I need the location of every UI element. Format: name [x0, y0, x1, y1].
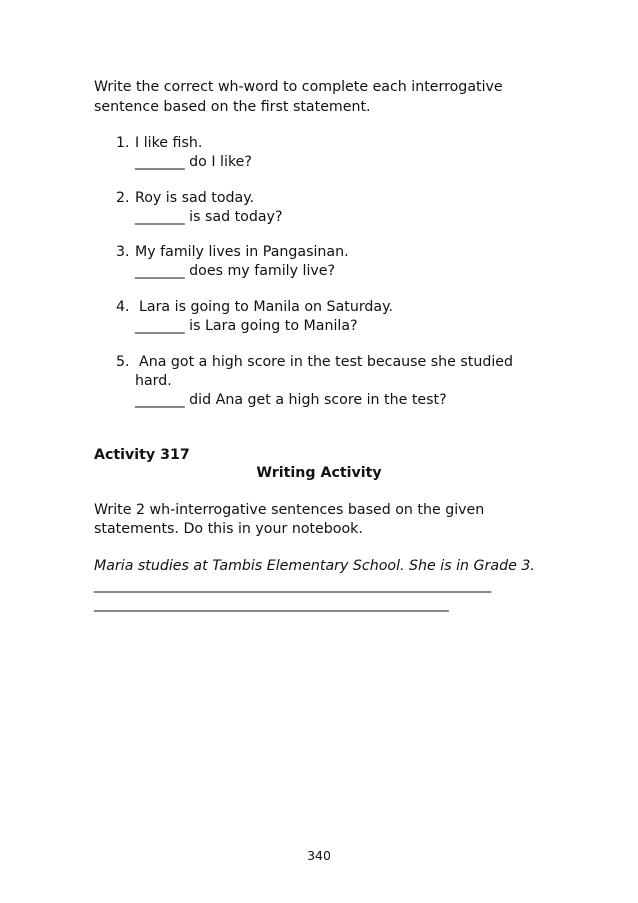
item-statement: Ana got a high score in the test because she studied — [139, 354, 514, 370]
item-number: 2. — [116, 190, 130, 206]
answer-line: ________________________________________________________ — [94, 577, 492, 593]
item-number: 1. — [116, 135, 130, 151]
activity-title: Writing Activity — [256, 465, 382, 481]
item-statement: I like fish. — [135, 135, 203, 151]
page-number: 340 — [307, 848, 331, 863]
activity-example-statement: Maria studies at Tambis Elementary School. She is in Grade 3. — [94, 558, 535, 574]
item-blank-question: _______ is Lara going to Manila? — [135, 318, 358, 334]
item-blank-question: _______ did Ana get a high score in the test? — [135, 392, 447, 408]
activity-instructions-line-1: Write 2 wh-interrogative sentences based on the given — [94, 502, 485, 518]
instructions-line-2: sentence based on the first statement. — [94, 99, 371, 115]
answer-line: __________________________________________________ — [94, 596, 449, 612]
instructions-line-1: Write the correct wh-word to complete each interrogative — [94, 79, 503, 95]
item-blank-question: _______ does my family live? — [135, 263, 336, 279]
item-statement: Roy is sad today. — [135, 190, 255, 206]
item-blank-question: _______ is sad today? — [135, 209, 283, 225]
activity-instructions-line-2: statements. Do this in your notebook. — [94, 521, 363, 537]
item-number: 5. — [116, 354, 130, 370]
item-statement-continued: hard. — [135, 373, 172, 389]
item-statement: Lara is going to Manila on Saturday. — [139, 299, 393, 315]
item-number: 4. — [116, 299, 130, 315]
activity-heading: Activity 317 — [94, 447, 190, 463]
item-blank-question: _______ do I like? — [135, 154, 252, 170]
item-number: 3. — [116, 244, 130, 260]
item-statement: My family lives in Pangasinan. — [135, 244, 349, 260]
